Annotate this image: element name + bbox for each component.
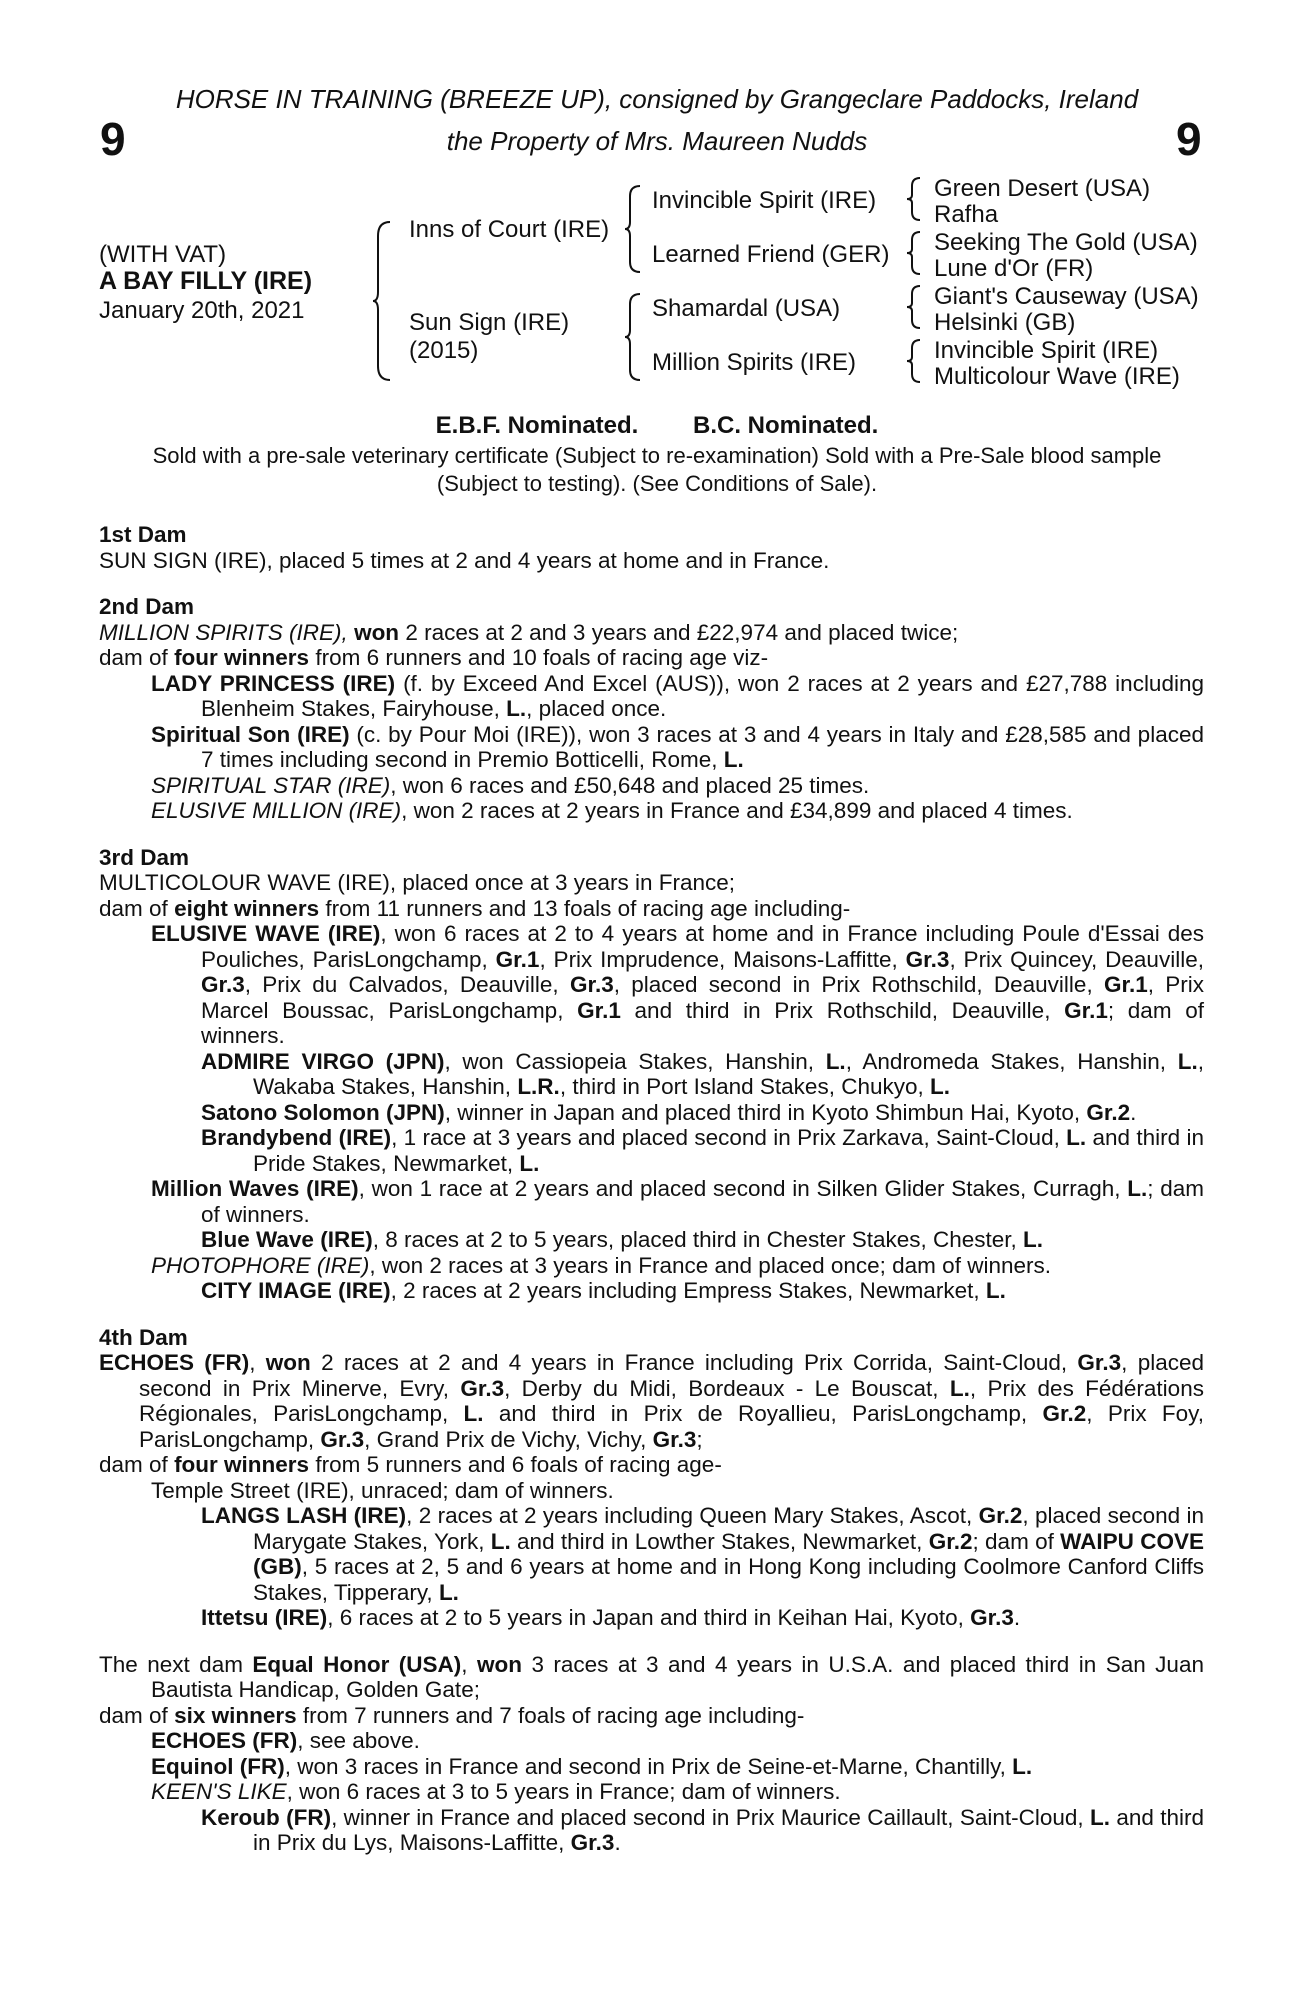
text-run: from 11 runners and 13 foals of racing age including- [325,895,851,921]
ancestor-2: Rafha [934,201,999,228]
text-run: , 6 races at 2 to 5 years in Japan and third in Keihan Hai, Kyoto, [327,1605,964,1630]
bold-text: Gr.1 [1064,997,1108,1023]
dam-line: ECHOES (FR), won 2 races at 2 and 4 years in France including Prix Corrida, Saint-Cloud, Gr.3, placed second in Prix Minerve, Evry, Gr.3, Derby du Midi, Bordeaux - Le Bouscat, L., Prix des Fédérations Régionales, ParisLongchamp, L. and third in Prix de Royallieu, ParisLongchamp, Gr.2, Prix Foy, ParisLongchamp, Gr.3, Grand Prix de Vichy, Vichy, Gr.3; [99,1350,1204,1452]
bold-text: Ittetsu (IRE) [201,1605,328,1630]
dam-name: Sun Sign (IRE) [409,309,570,336]
dam-line: The next dam Equal Honor (USA), won 3 races at 3 and 4 years in U.S.A. and placed third in San Juan Bautista Handicap, Golden Gate; [99,1651,1204,1702]
text-run: The next dam [99,1651,243,1677]
first-dam-section [99,522,1204,573]
bold-text: L. [930,1074,951,1099]
text-run: , won 6 races at 2 to 4 years at home and in France including Poule d'Essai des Pouliches, ParisLongchamp, [201,921,1205,972]
lot-title: A BAY FILLY (IRE) [99,267,313,295]
text-run: , Wakaba Stakes, Hanshin, [253,1048,1204,1099]
text-run: from 5 runners and 6 foals of racing age- [315,1452,722,1477]
text-run: , Prix des Fédérations Régionales, ParisLongchamp, [139,1375,1204,1426]
dam-dam: Million Spirits (IRE) [652,349,857,376]
text-run: 2 races at 2 and 4 years in France including Prix Corrida, Saint-Cloud, [321,1350,1068,1375]
fourth-dam-section [99,1325,1204,1631]
bold-text: WAIPU COVE (GB) [253,1528,1204,1579]
text-run: and third in Lowther Stakes, Newmarket, [517,1528,923,1554]
text-run: , 1 race at 3 years and placed second in Prix Zarkava, Saint-Cloud, [391,1125,1060,1150]
bold-text: L. [438,1579,459,1605]
bold-text: L. [1127,1176,1148,1201]
ebf-nominated: E.B.F. Nominated. [435,412,639,439]
property-line: the Property of Mrs. Maureen Nudds [446,126,868,156]
produce-entry [151,1754,1204,1780]
text-run: . [614,1830,621,1855]
italic-name: KEEN'S LIKE [151,1779,287,1804]
sale-note: Sold with a pre-sale veterinary certificate (Subject to re-examination) Sold with a Pre-Sale blood sample (Subject to testing). (See Conditions of Sale). [152,443,1162,496]
text-run: and third in Prix Rothschild, Deauville, [634,997,1051,1023]
text-run: , Grand Prix de Vichy, Vichy, [364,1426,647,1452]
bold-text: L. [985,1278,1006,1303]
text-run: , Prix Quincey, Deauville, [949,946,1204,972]
text-run: ; [696,1426,703,1452]
bold-text: CITY IMAGE (IRE) [201,1278,391,1303]
bold-text: four winners [174,645,310,670]
third-dam-section [99,845,1204,1304]
text-run: and third in Prix de Royallieu, ParisLongchamp, [498,1401,1028,1426]
dam-year: (2015) [409,337,479,364]
text-run: (c. by Pour Moi (IRE)), won 3 races at 3 and 4 years in Italy and £28,585 and placed 7 times including second in Premio Botticelli, Rome, [201,721,1204,772]
produce-entry [201,1278,1204,1304]
bold-text: L. [1177,1048,1198,1074]
bold-text: Gr.3 [970,1605,1014,1630]
text-run: , placed once. [526,696,667,721]
bold-text: Equal Honor (USA) [252,1651,462,1677]
bold-text: Gr.3 [1077,1350,1122,1375]
bold-text: L. [519,1150,540,1176]
ancestor-7: Invincible Spirit (IRE) [934,337,1159,364]
bold-text: Gr.3 [905,946,950,972]
text-run: (f. by Exceed And Excel (AUS)), won 2 races at 2 years and £27,788 including Blenheim Stakes, Fairyhouse, [201,670,1204,721]
text-run: , winner in Japan and placed third in Kyoto Shimbun Hai, Kyoto, [444,1099,1081,1125]
text-run: dam of [99,1452,168,1477]
bold-text: Spiritual Son (IRE) [151,721,350,747]
text-run: , Derby du Midi, Bordeaux - Le Bouscat, [504,1375,939,1401]
bold-text: ADMIRE VIRGO (JPN) [201,1048,445,1074]
bold-text: Gr.2 [928,1528,973,1554]
produce-entry [201,1503,1204,1605]
bold-text: Gr.1 [495,946,540,972]
text-run: 3 races at 3 and 4 years in U.S.A. and placed third in San Juan Bautista Handicap, Golden Gate; [151,1651,1204,1702]
produce-summary [99,645,1204,671]
produce-entry [151,1728,1204,1754]
next-dam-section [99,1652,1204,1856]
bold-text: Equinol (FR) [151,1753,285,1779]
produce-entry [201,1805,1204,1856]
text-run: , 2 races at 2 years including Queen Mary Stakes, Ascot, [406,1503,973,1528]
ancestor-8: Multicolour Wave (IRE) [934,363,1180,390]
section-heading: 2nd Dam [99,594,195,619]
consignor-line: HORSE IN TRAINING (BREEZE UP), consigned by Grangeclare Paddocks, Ireland [175,84,1139,114]
produce-entry [201,1049,1204,1100]
text-run: and third in Prix du Lys, Maisons-Laffitte, [253,1804,1204,1855]
ancestor-5: Giant's Causeway (USA) [934,283,1199,310]
italic-name: SPIRITUAL STAR (IRE) [151,772,391,798]
text-run: , Prix Imprudence, Maisons-Laffitte, [539,946,898,972]
bold-text: ECHOES (FR) [99,1350,250,1375]
bold-text: won [265,1350,311,1375]
text-run: from 7 runners and 7 foals of racing age including- [302,1702,805,1728]
bold-text: LANGS LASH (IRE) [201,1503,407,1528]
bold-text: won [476,1651,522,1677]
text-run: , third in Port Island Stakes, Chukyo, [559,1074,924,1099]
bold-text: Gr.3 [569,972,614,997]
text-run: , Prix Marcel Boussac, ParisLongchamp, [201,972,1205,1023]
bc-nominated: B.C. Nominated. [693,412,879,439]
bold-text: L. [490,1528,511,1554]
produce-entry [201,1100,1204,1126]
italic-name: ELUSIVE MILLION (IRE) [151,798,402,823]
text-run: 2 races at 2 and 3 years and £22,974 and placed twice; [405,619,959,645]
produce-summary [99,896,1204,922]
italic-name: PHOTOPHORE (IRE) [151,1252,370,1278]
dam-line [99,620,1204,646]
bold-text: Gr.1 [1103,972,1148,997]
bold-text: Satono Solomon (JPN) [201,1099,445,1125]
produce-entry [151,1253,1204,1279]
bold-text: Gr.3 [201,972,245,997]
produce-entry [201,1227,1204,1253]
text-run: ; dam of [972,1528,1054,1554]
bold-text: L. [463,1401,484,1426]
text-run: , won 6 races and £50,648 and placed 25 times. [390,772,870,798]
text-run: and third in Pride Stakes, Newmarket, [253,1125,1204,1176]
sire-dam: Learned Friend (GER) [652,241,890,268]
text-run: . [1130,1099,1137,1125]
sire-name: Inns of Court (IRE) [409,216,610,243]
bold-text: L. [825,1048,846,1074]
produce-entry [201,1125,1204,1176]
text-run: , 2 races at 2 years including Empress Stakes, Newmarket, [390,1278,980,1303]
bold-text: Gr.3 [460,1375,505,1401]
brace-g4 [906,338,924,384]
bold-text: Blue Wave (IRE) [201,1227,373,1252]
bold-text: L. [949,1375,970,1401]
text-run: , won 6 races at 3 to 5 years in France; dam of winners. [286,1779,841,1804]
bold-text: won [354,619,400,645]
text-run: ; dam of winners. [201,1176,1204,1227]
bold-text: ELUSIVE WAVE (IRE) [151,921,381,946]
bold-text: Gr.1 [577,997,621,1023]
bold-text: six winners [174,1702,297,1728]
catalogue-body [99,522,1204,1877]
section-heading: 4th Dam [99,1324,188,1350]
second-dam-section [99,594,1204,824]
text-run: , placed second in Prix Rothschild, Deauville, [613,972,1093,997]
text-run: dam of [99,1702,168,1728]
bold-text: Gr.3 [570,1830,615,1855]
bold-text: ECHOES (FR) [151,1728,298,1753]
brace-g1 [906,176,924,222]
produce-entry [151,1779,1204,1805]
bold-text: L. [1023,1227,1044,1252]
text-run: , Prix Foy, ParisLongchamp, [139,1401,1204,1452]
section-heading: 3rd Dam [99,844,190,870]
text-run: , winner in France and placed second in Prix Maurice Caillault, Saint-Cloud, [331,1804,1084,1830]
bold-text: Brandybend (IRE) [201,1125,392,1150]
text-run: dam of [99,645,168,670]
bold-text: Gr.2 [978,1503,1023,1528]
text-run: , won 2 races at 2 years in France and £34,899 and placed 4 times. [401,798,1073,823]
bold-text: four winners [174,1452,310,1477]
text-run: , Andromeda Stakes, Hanshin, [845,1048,1166,1074]
ancestor-1: Green Desert (USA) [934,175,1151,202]
bold-text: L.R. [517,1074,560,1099]
bold-text: LADY PRINCESS (IRE) [151,670,396,696]
text-run: , 8 races at 2 to 5 years, placed third in Chester Stakes, Chester, [372,1227,1017,1252]
ancestor-6: Helsinki (GB) [934,309,1076,336]
section-heading: 1st Dam [99,522,187,547]
dam-line: MULTICOLOUR WAVE (IRE), placed once at 3 years in France; [99,870,736,895]
bold-text: L. [1012,1753,1033,1779]
text-run: . [1013,1605,1021,1630]
bold-text: Keroub (FR) [201,1804,332,1830]
sire-sire: Invincible Spirit (IRE) [652,187,877,214]
produce-entry [151,798,1204,824]
produce-entry [151,773,1204,799]
foaling-date: January 20th, 2021 [99,297,305,324]
vat-label: (WITH VAT) [99,241,227,268]
nominations [0,412,1314,440]
text-run: , see above. [297,1728,420,1753]
produce-summary [99,1452,1204,1478]
bold-text: Gr.2 [1086,1099,1131,1125]
brace-main [372,220,394,382]
bold-text: L. [723,747,744,772]
italic-name: MILLION SPIRITS (IRE), [99,619,348,645]
bold-text: Gr.2 [1042,1401,1087,1426]
brace-sire [624,184,644,274]
text-run: , won 1 race at 2 years and placed second in Silken Glider Stakes, Curragh, [358,1176,1121,1201]
text-run: , won 3 races in France and second in Prix de Seine-et-Marne, Chantilly, [284,1753,1006,1779]
dam-sire: Shamardal (USA) [652,295,841,322]
bold-text: Million Waves (IRE) [151,1176,359,1201]
produce-entry [151,1176,1204,1227]
text-run: ; dam of winners. [201,997,1204,1048]
produce-entry [151,921,1204,1049]
text-run: , 5 races at 2, 5 and 6 years at home and in Hong Kong including Coolmore Canford Cliffs Stakes, Tipperary, [253,1554,1204,1605]
produce-entry: Temple Street (IRE), unraced; dam of winners. [151,1477,614,1503]
produce-entry [201,1605,1204,1631]
brace-g3 [906,284,924,330]
text-run: , won Cassiopeia Stakes, Hanshin, [444,1048,814,1074]
first-dam-text: SUN SIGN (IRE), placed 5 times at 2 and 4 years at home and in France. [99,547,830,573]
text-run: , won 2 races at 3 years in France and placed once; dam of winners. [369,1252,1051,1278]
text-run: from 6 runners and 10 foals of racing age viz- [315,645,769,670]
produce-entry [151,722,1204,773]
brace-dam [624,292,644,382]
bold-text: L. [1066,1125,1087,1150]
text-run: , placed second in Marygate Stakes, York, [253,1503,1204,1554]
ancestor-4: Lune d'Or (FR) [934,255,1094,282]
lot-number-left: 9 [100,113,126,165]
bold-text: L. [506,696,527,721]
text-run: dam of [99,895,168,921]
bold-text: eight winners [174,895,320,921]
produce-entry [151,671,1204,722]
lot-number-right: 9 [1176,113,1202,165]
text-run: , placed second in Prix Minerve, Evry, [139,1350,1204,1401]
ancestor-3: Seeking The Gold (USA) [934,229,1198,256]
bold-text: L. [1090,1804,1110,1830]
produce-summary [99,1703,1204,1729]
text-run: , Prix du Calvados, Deauville, [244,972,559,997]
bold-text: Gr.3 [320,1426,365,1452]
bold-text: Gr.3 [652,1426,697,1452]
brace-g2 [906,230,924,276]
